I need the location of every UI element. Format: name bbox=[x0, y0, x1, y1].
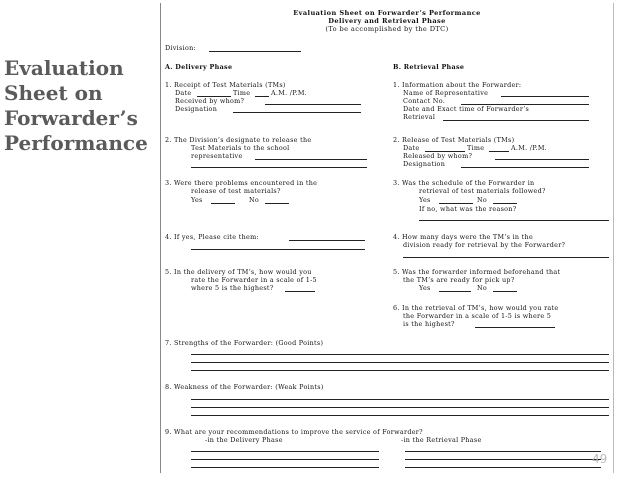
retrieval-q3-no-label: No bbox=[477, 196, 488, 204]
retrieval-q2-date-label: Date bbox=[403, 144, 420, 152]
delivery-q2-line2: Test Materials to the school bbox=[191, 144, 290, 152]
retrieval-q2-designation-label: Designation bbox=[403, 160, 446, 168]
retrieval-q2-ampm: A.M. /P.M. bbox=[511, 144, 548, 152]
delivery-q2-line1: 2. The Division’s designate to release the bbox=[165, 136, 312, 144]
retrieval-q5-yes-label: Yes bbox=[419, 284, 431, 292]
delivery-q5-rating-field[interactable] bbox=[285, 291, 315, 292]
retrieval-q4-line1: 4. How many days were the TM’s in the bbox=[393, 233, 534, 241]
retrieval-q6-line1: 6. In the retrieval of TM’s, how would you rate bbox=[393, 304, 559, 312]
slide-title: Evaluation Sheet on Forwarder’s Performance bbox=[4, 56, 148, 155]
weakness-field-3[interactable] bbox=[191, 415, 609, 416]
retrieval-q3-no-field[interactable] bbox=[493, 203, 517, 204]
retrieval-q6-line3: is the highest? bbox=[403, 320, 455, 328]
division-field[interactable] bbox=[209, 51, 301, 52]
delivery-q3-yes-label: Yes bbox=[191, 196, 203, 204]
delivery-q2-line3: representative bbox=[191, 152, 243, 160]
recommendations-delivery-label: -in the Delivery Phase bbox=[205, 436, 283, 444]
delivery-q1-designation-field[interactable] bbox=[233, 112, 361, 113]
delivery-q1-date-label: Date bbox=[175, 89, 192, 97]
retrieval-q3-reason-label: If no, what was the reason? bbox=[419, 205, 517, 213]
delivery-q3-no-label: No bbox=[249, 196, 260, 204]
weakness-field-1[interactable] bbox=[191, 399, 609, 400]
recommendations-retrieval-field-3[interactable] bbox=[405, 467, 601, 468]
delivery-q4-label: 4. If yes, Please cite them: bbox=[165, 233, 259, 241]
retrieval-q1-datetime-label: Date and Exact time of Forwarder’s bbox=[403, 105, 530, 113]
retrieval-q3-yes-label: Yes bbox=[419, 196, 431, 204]
retrieval-q5-no-field[interactable] bbox=[493, 291, 517, 292]
retrieval-q5-line1: 5. Was the forwarder informed beforehand that bbox=[393, 268, 561, 276]
delivery-q1-ampm: A.M. /P.M. bbox=[271, 89, 308, 97]
strengths-field-3[interactable] bbox=[191, 370, 609, 371]
strengths-label: 7. Strengths of the Forwarder: (Good Points) bbox=[165, 339, 324, 347]
retrieval-q4-field[interactable] bbox=[403, 257, 609, 258]
retrieval-q2-released-label: Released by whom? bbox=[403, 152, 473, 160]
delivery-q1-received-field[interactable] bbox=[265, 104, 361, 105]
retrieval-q3-line1: 3. Was the schedule of the Forwarder in bbox=[393, 179, 535, 187]
retrieval-q6-line2: the Forwarder in a scale of 1-5 is where 5 bbox=[403, 312, 552, 320]
recommendations-label: 9. What are your recommendations to improve the service of Forwarder? bbox=[165, 428, 423, 436]
recommendations-retrieval-field-2[interactable] bbox=[405, 459, 601, 460]
retrieval-q1-contact-label: Contact No. bbox=[403, 97, 446, 105]
retrieval-q1-title: 1. Information about the Forwarder: bbox=[393, 81, 522, 89]
recommendations-delivery-field-2[interactable] bbox=[191, 459, 379, 460]
delivery-q1-received-label: Received by whom? bbox=[175, 97, 245, 105]
recommendations-delivery-field-1[interactable] bbox=[191, 451, 379, 452]
delivery-q2-field-2[interactable] bbox=[191, 167, 367, 168]
retrieval-q1-retrieval-label: Retrieval bbox=[403, 113, 436, 121]
delivery-q5-line1: 5. In the delivery of TM’s, how would you bbox=[165, 268, 312, 276]
delivery-q1-title: 1. Receipt of Test Materials (TMs) bbox=[165, 81, 286, 89]
retrieval-q2-title: 2. Release of Test Materials (TMs) bbox=[393, 136, 515, 144]
delivery-q5-line3: where 5 is the highest? bbox=[191, 284, 274, 292]
delivery-q3-line2: release of test materials? bbox=[191, 187, 281, 195]
delivery-q1-designation-label: Designation bbox=[175, 105, 218, 113]
recommendations-retrieval-label: -in the Retrieval Phase bbox=[401, 436, 482, 444]
retrieval-q2-designation-field[interactable] bbox=[461, 167, 589, 168]
retrieval-q3-yes-field[interactable] bbox=[439, 203, 473, 204]
retrieval-q1-retrieval-field[interactable] bbox=[443, 120, 589, 121]
retrieval-q2-released-field[interactable] bbox=[495, 159, 589, 160]
sheet-subtitle: Delivery and Retrieval Phase bbox=[328, 17, 446, 25]
retrieval-q5-yes-field[interactable] bbox=[439, 291, 471, 292]
recommendations-delivery-field-3[interactable] bbox=[191, 467, 379, 468]
delivery-q1-time-label: Time bbox=[233, 89, 251, 97]
strengths-field-2[interactable] bbox=[191, 362, 609, 363]
delivery-q4-field-2[interactable] bbox=[191, 249, 365, 250]
delivery-heading: A. Delivery Phase bbox=[165, 63, 233, 71]
delivery-q3-yes-field[interactable] bbox=[211, 203, 235, 204]
retrieval-q2-time-label: Time bbox=[467, 144, 485, 152]
sheet-title: Evaluation Sheet on Forwarder’s Performance bbox=[293, 9, 481, 17]
retrieval-q4-line2: division ready for retrieval by the Forwarder? bbox=[403, 241, 566, 249]
sheet-note: (To be accomplished by the DTC) bbox=[325, 25, 449, 33]
delivery-q5-line2: rate the Forwarder in a scale of 1-5 bbox=[191, 276, 317, 284]
delivery-q3-no-field[interactable] bbox=[265, 203, 289, 204]
recommendations-retrieval-field-1[interactable] bbox=[405, 451, 601, 452]
retrieval-q5-line2: the TM’s are ready for pick up? bbox=[403, 276, 515, 284]
weakness-field-2[interactable] bbox=[191, 407, 609, 408]
weakness-label: 8. Weakness of the Forwarder: (Weak Points) bbox=[165, 383, 324, 391]
retrieval-q1-name-field[interactable] bbox=[501, 96, 589, 97]
retrieval-heading: B. Retrieval Phase bbox=[393, 63, 465, 71]
retrieval-q6-rating-field[interactable] bbox=[475, 327, 555, 328]
strengths-field-1[interactable] bbox=[191, 354, 609, 355]
page-number: 49 bbox=[592, 452, 608, 466]
retrieval-q3-line2: retrieval of test materials followed? bbox=[419, 187, 546, 195]
delivery-q4-field-1[interactable] bbox=[289, 240, 365, 241]
delivery-q3-line1: 3. Were there problems encountered in the bbox=[165, 179, 318, 187]
delivery-q2-field-1[interactable] bbox=[255, 159, 367, 160]
delivery-q1-time-field[interactable] bbox=[255, 96, 269, 97]
evaluation-sheet bbox=[160, 3, 614, 473]
retrieval-q3-reason-field[interactable] bbox=[419, 220, 609, 221]
division-label: Division: bbox=[165, 44, 196, 52]
retrieval-q5-no-label: No bbox=[477, 284, 488, 292]
retrieval-q2-time-field[interactable] bbox=[489, 151, 509, 152]
retrieval-q1-name-label: Name of Representative bbox=[403, 89, 489, 97]
